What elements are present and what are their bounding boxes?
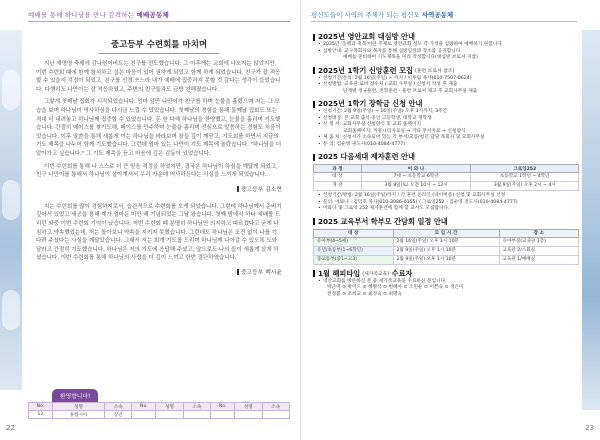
- table-cell: 2월 9일(주일) 오후 1시 10분: [393, 246, 499, 255]
- bullet-item: • 문 의: 김순영 권도사(010-4084-4777): [313, 142, 579, 149]
- table-cell: [235, 411, 262, 419]
- left-header-prefix: 예배를 통해 하나님을 만나 감격하는: [28, 11, 135, 19]
- table-cell: [262, 411, 290, 419]
- left-header-title: 예배공동체: [136, 11, 169, 19]
- table-cell: 유년/초등부(1~6학년): [314, 246, 394, 255]
- section-subtitle: (새가족교육): [362, 272, 390, 277]
- left-header-divider: [28, 21, 290, 22]
- page-number: 23: [585, 424, 594, 432]
- bullet-item: • 신 청 서: 교회사무실 신청양식 및 교회 홈페이지: [313, 122, 579, 129]
- welcome-section: [28, 383, 290, 419]
- section-bar: [313, 67, 315, 74]
- snow-shape: [2, 290, 20, 330]
- table-header-row: [314, 165, 579, 173]
- table-header: No.: [211, 403, 235, 411]
- table-cell: 2월 16일(주일) 오후 1시 10분: [393, 237, 499, 246]
- article-byline: 중고등부 백서윤: [36, 267, 282, 276]
- section-title: [313, 99, 579, 109]
- article-paragraph: 이번 수련회를 통해 나 스스로 더 큰 믿음 격정을 하였지만, 결국은 하나님이 하심을 깨달게 되었고, 친구 나만이를 통해서 하나님이 살아계셔서 우리 가운데 역사하신다는 사실을 느끼게 되었습니다.: [36, 163, 278, 179]
- right-page: [300, 0, 600, 440]
- winter-decoration-strip: [0, 30, 22, 390]
- table-header: 성명: [235, 403, 262, 411]
- discipleship-table: [313, 164, 579, 191]
- table-header: 어 와 나: [361, 165, 471, 173]
- table-cell: [183, 411, 210, 419]
- bullet-item: • 영안교회를 방문하신 분 중 새가족교육을 수료하신 분입니다.: [313, 279, 579, 286]
- table-row: [29, 411, 290, 419]
- section-bar: [313, 34, 315, 41]
- table-header: 소속: [183, 403, 210, 411]
- table-row: [314, 246, 579, 255]
- bullet-item: • 신청방법: 교육관 로비 접수처 / 교회 사무실 / 신청서 작성 후 제출: [313, 82, 579, 89]
- table-cell: 3월 9일(주일) 오후 2시 ~ 4시: [471, 182, 579, 191]
- right-header-title: 사역공동체: [421, 11, 454, 19]
- table-cell: 홍렘시아: [52, 411, 104, 419]
- testimony-article: [36, 30, 282, 370]
- bullet-item: • 신청대상: 본 교회 출석 중인 고등학생, 대학교 재학생: [313, 116, 579, 123]
- section-title: [313, 152, 579, 162]
- welcome-tab: 환영합니다!: [52, 389, 98, 402]
- table-cell: 교육관 1/예배실: [499, 255, 579, 264]
- bullet-item: • 어와나 및 그로잉 252 제자훈련에 함께 할 교사도 모집합니다.: [313, 206, 579, 213]
- article-title-underline: [99, 53, 219, 54]
- table-cell: 장년: [104, 411, 131, 419]
- section-bar: [313, 218, 315, 225]
- page-number: 22: [6, 424, 15, 432]
- table-cell: 2월 9일(주일) 오후 1시 10분: [393, 255, 499, 264]
- welcome-table: [28, 402, 290, 419]
- section-title-text: 2025년 영안교회 대심방 안내: [318, 32, 415, 41]
- table-cell: 12: [29, 411, 53, 419]
- section-bar: [313, 101, 315, 108]
- table-header-row: [29, 403, 290, 411]
- section-title: [313, 32, 579, 42]
- table-header: 성명: [52, 403, 104, 411]
- table-cell: 대 상: [314, 173, 362, 182]
- article-title: 중고등부 수련회를 마치며: [110, 40, 208, 50]
- table-cell: 중고등부(중1~고3): [314, 255, 394, 264]
- table-header-row: [314, 229, 579, 237]
- section-title-text: 1월 해피타임: [318, 268, 361, 278]
- bullet-continuation: 단계별 정규훈련, 진학훈련 - 훈련 브로셔 제고 후 교회사무실 제출: [343, 88, 478, 94]
- section-title-text: 2025 교육부서 학부모 간담회 일정 안내: [318, 216, 448, 226]
- table-cell: 유아부(4~5세): [314, 237, 394, 246]
- article-paragraph: 지난 새명명 축제에 감나헌이버트는 친구를 전도했습니다. 그 이후에는 교회에 나오지는 않았지만, 이번 수련회 때에 함께 참석하고 싶은 마음이 있어 권하게 되었고 함께 하게 되었습니다. 친구가 잘 적응할 수 있을지 걱정이 되었고, 친구를 신경 쓰느라 내가 예배에 집중하지 못할 것 같다는 생각이 들었습니다. 다행히도 나만이는 잘 적응하였고, 주변의 친구들과도 금방 친해졌습니다.: [36, 61, 281, 93]
- section-subtitle: (훈련 브로셔 참조): [415, 69, 455, 74]
- parent-meeting-table: [313, 229, 579, 265]
- table-cell: [156, 411, 183, 419]
- section-title-suffix: 수료자: [391, 268, 413, 278]
- left-page-header: [28, 10, 169, 19]
- table-row: [314, 173, 579, 182]
- table-cell: 개 강: [314, 182, 362, 191]
- table-header: 모 임 시 간: [393, 229, 499, 237]
- bullet-item: • 문의: 어와나 - 김덕호 목사(010-3086-0155) / 그로잉252 - 김순영 전도사(010-4084-4777): [313, 200, 579, 207]
- table-cell: 7세 ~ 초등학교 6학년: [361, 173, 471, 182]
- section-title-text: 2025년 1학기 신앙훈련 모집: [318, 65, 414, 75]
- table-header: 소속: [262, 403, 290, 411]
- table-header: 소속: [104, 403, 131, 411]
- bullet-item: • 신청기간: 2월 9일(주일) ~ 16일(주일) 오후 3시까지, 3주간: [313, 109, 579, 116]
- table-row: [314, 182, 579, 191]
- table-row: [314, 255, 579, 264]
- table-header: 성명: [156, 403, 183, 411]
- section-title-text: 2025년 1학기 장학금 신청 안내: [318, 99, 423, 108]
- table-cell: 3월 8일(토) 오전 10시 ~ 12시: [361, 182, 471, 191]
- announcements: [313, 28, 579, 298]
- article-paragraph: 그렇게 첫째날 집회가 시작되었습니다. 엄마 앞만 나만이가 친구를 하며 눈물을 흘렸으며 저는 그 모습을 보며 하나님이 역사하심을 다시금 느낄 수 있었습니다. 첫째날의 경험을 통해 둘째날 집회도 또는 격대 더 내려놓고 하나님께 집중할 수 있었습니다. 돈 한 다해 하나님을 찬양했고, 눈물을 흘리며 기도했습니다. 간절히 예어스를 찾기도해, 페이스를 만주하며 눈물을 흘리며 전심으로 말씀하는 경험도 처음이었습니다. 이후 말씀을 통해 새롭게 이는 하나님을 바라보며 참을 깊이 깨닫고, 기도회를 하면서 지금의 기도 제목을 나누어 함께 기도했습니다. 그런데 엄마 있는 나만이 기도 제목에 놀랐습니다. "하나님을 더 알아가고 싶습니다." 그 기도 제목을 듣고 마음에 깊은 감동이 있었습니다.: [36, 99, 282, 157]
- right-header-prefix: 평신도들이 사역의 주체가 되는 평신도: [311, 11, 420, 19]
- bullet-item: • 신청기간/방법: 2월 16일(주일)까지 / 각 훈련 온라인 (네이버폼) 신청 및 교회사무실 신청: [313, 193, 579, 200]
- bullet-item: • 심방안내: 교구목회자와 목자를 통해 심방일정과 장소를 공지합니다.: [313, 49, 579, 56]
- bullet-item: • 신청기간/문의: 2월 16일(주일) ~ 까지 / 이루림 목사(010-7507-0624): [313, 76, 579, 83]
- snow-shape: [2, 180, 20, 220]
- table-cell: [132, 411, 156, 419]
- section-title: [313, 66, 579, 76]
- right-header-divider: [311, 21, 577, 22]
- table-cell: 초등학교 1학년 ~ 4학년: [471, 173, 579, 182]
- winter-decoration-strip: [582, 30, 600, 410]
- section-bar: [313, 270, 315, 277]
- section-bar: [313, 154, 315, 161]
- table-header: 장 소: [499, 229, 579, 237]
- bullet-item: • 2025년 '동행과 축복'이란 주제로 영안교회 성도 각 가정을 심방하여 예배하기 원합니다.: [313, 42, 579, 49]
- snow-shape: [2, 70, 20, 110]
- names-list: 전정불 ⊙ 조희교 ⊙ 최정숙 ⊙ 최명숙: [327, 291, 403, 297]
- bullet-continuation: 예배를 준비하여 기도제목을 미리 작성합니다(대심방 브로셔 지참).: [343, 55, 480, 60]
- section-title: [313, 217, 579, 227]
- table-header: 그로잉252: [471, 165, 579, 173]
- table-header: No.: [29, 403, 53, 411]
- right-page-header: [311, 10, 453, 19]
- article-paragraph: 지는 수련회를 많이 경험하지로서, 습관적으로 수련회를 오게 되었습니다. 그런데 하나님께서 준비기 깊어서 있었고 세공을 통해 제가 얼마든 미만 해 기념되었는 그날 왕습니다. 첫째 밤에서 하나 예배를 드리던 와중 이번 수련회 기억이 났습니다. 저번 수련회 때 분명히 하나님만 의지하고 따르겠다고 굳게 다짐하고 약속했었는데, 저는 돌아보니 약속을 지키지 못했습니다. 그런데도 하나님은 조건 없이 나를 기다려 주셨다는 사실을 깨달았습니다. 그래서 저는 회개 기도를 드리며 하나님께 나아갈 수 있도록 도와달라고 간절히 기도했습니다. 하나님은 저의 기도에 응답해 주셨고, 앞으로도 나의 들이 새롭게 살게 하셨습니다. 이번 수련회를 통해 하나님의 사랑을 더 깊이 느끼고 한번 결단하였습니다.: [36, 203, 282, 262]
- table-header: 과 정: [314, 165, 362, 173]
- table-row: [314, 237, 579, 246]
- article-byline: 중고등부 김소현: [36, 184, 282, 193]
- section-title: [313, 269, 579, 279]
- table-cell: 교육관 2/소회실: [499, 246, 579, 255]
- table-cell: [211, 411, 235, 419]
- table-header: 대 상: [314, 229, 394, 237]
- bullet-continuation: 교회홈페이지: 커뮤니티자료실 → 기타 무서자료 → 신청양식: [343, 128, 466, 134]
- table-cell: 유아부실(교육관 1층): [499, 237, 579, 246]
- bullet-item: • 제 출 처: 신청서가 소속되어 있는 각 부서/교동/청년 담당 목회자 및 교회사무실: [313, 135, 579, 142]
- table-header: No.: [132, 403, 156, 411]
- names-list: 박근영 ⊙ 박이드 ⊙ 혜별석 ⊙ 변혜아 ⊙ 소민운 ⊙ 이쁜숙 ⊙ 정은미: [327, 285, 464, 290]
- section-title-text: 2025 다음세대 제자훈련 안내: [318, 152, 415, 161]
